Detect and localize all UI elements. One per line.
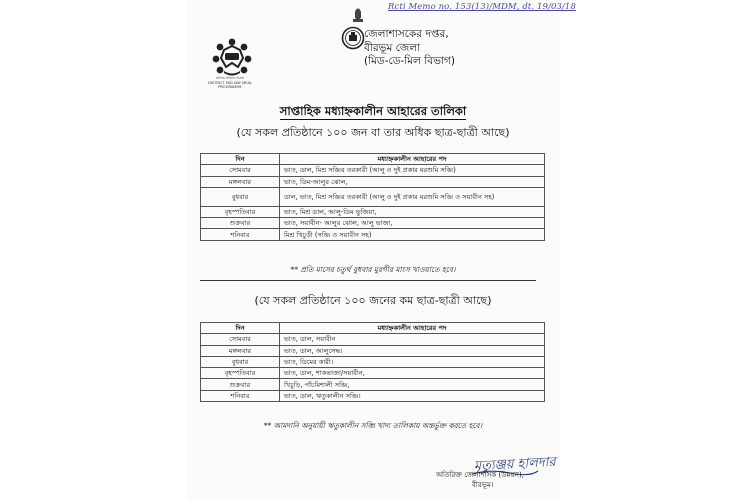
table-row xyxy=(201,334,545,345)
row-day: বুধবার xyxy=(201,356,280,367)
table-row xyxy=(201,176,545,187)
section2-note: ** আমদানি অনুযায়ী ঋতুকালীন সব্জি খাদ্য তালিকায় অন্তর্ভুক্ত করতে হবে। xyxy=(263,421,483,430)
section1-subtitle: (যে সকল প্রতিষ্ঠানে ১০০ জন বা তার অধিক ছাত্র-ছাত্রী আছে) xyxy=(236,126,510,139)
menu-table-less-than-100 xyxy=(200,322,545,402)
row-menu: ভাত, ডাল, সয়াবীন xyxy=(280,334,545,345)
row-day: শনিবার xyxy=(201,229,280,240)
section-divider xyxy=(200,280,536,281)
row-menu: ভাত, ডিম-আলুর ঝোল, xyxy=(280,176,545,187)
header-menu: মধ্যাহ্নকালীন আহারের পদ xyxy=(280,154,545,165)
table-row xyxy=(201,206,545,217)
row-day: সোমবার xyxy=(201,165,280,176)
office-district: বীরভূম জেলা xyxy=(364,41,421,54)
memo-reference xyxy=(388,2,576,12)
row-day: বুধবার xyxy=(201,187,280,206)
row-day: সোমবার xyxy=(201,334,280,345)
table-row xyxy=(201,356,545,367)
header-menu: মধ্যাহ্নকালীন আহারের পদ xyxy=(280,323,545,334)
office-header xyxy=(364,28,514,69)
row-day: মঙ্গলবার xyxy=(201,176,280,187)
state-emblem-icon xyxy=(351,8,365,24)
table-row xyxy=(201,345,545,356)
row-menu: ডাল, ভাত, মিশ্র সব্জির তরকারী (আলু ও দুই প্রকার মরশুমি সব্জি ও সয়াবীন সহ) xyxy=(280,187,545,206)
row-menu: ভাত, ডাল, মিশ্র সব্জির তরকারী (আলু ও দুই প্রকার মরশুমি সব্জি) xyxy=(280,165,545,176)
row-menu: ভাত, ডাল, শাকভাজা/সয়াবীন, xyxy=(280,368,545,379)
header-day: দিন xyxy=(201,323,280,334)
table-row xyxy=(201,165,545,176)
row-day: বৃহস্পতিবার xyxy=(201,206,280,217)
table-row xyxy=(201,187,545,206)
row-menu: ভাত, ডাল, আলুসেদ্ধ। xyxy=(280,345,545,356)
row-menu: ভাত, ডাল, ঋতুকালীন সব্জি। xyxy=(280,390,545,401)
logo-caption xyxy=(200,76,260,90)
logo-caption-english: DISTRICT MID DAY MEAL PROGRAMME xyxy=(208,80,252,89)
table-header-row xyxy=(201,323,545,334)
row-menu: মিশ্র খিচুড়ী (সব্জি ও সয়াবীন সহ) xyxy=(280,229,545,240)
table-header-row xyxy=(201,154,545,165)
memo-text: Rcti Memo no. 153(13)/MDM, dt. 19/03/18 xyxy=(388,2,576,12)
row-day: শনিবার xyxy=(201,390,280,401)
table-row xyxy=(201,379,545,390)
section2-subtitle: (যে সকল প্রতিষ্ঠানে ১০০ জনের কম ছাত্র-ছাত্রী আছে) xyxy=(254,294,492,307)
row-menu: খিচুড়ি, পাঁচমিশালী সব্জি, xyxy=(280,379,545,390)
signatory-place: বীরভূম। xyxy=(472,481,494,489)
signature: মৃত্যুঞ্জয় হালদার xyxy=(473,454,556,475)
office-department: (মিড-ডে-মিল বিভাগ) xyxy=(364,55,455,68)
signatory-designation: অতিরিক্ত জেলাশাসক (উন্নয়ন), xyxy=(436,471,524,479)
office-name: জেলাশাসকের দপ্তর, xyxy=(364,28,449,40)
document-title-text: সাপ্তাহিক মধ্যাহ্নকালীন আহারের তালিকা xyxy=(279,104,467,118)
row-day: মঙ্গলবার xyxy=(201,345,280,356)
header-day: দিন xyxy=(201,154,280,165)
table-row xyxy=(201,229,545,240)
row-day: শুক্রবার xyxy=(201,218,280,229)
row-day: শুক্রবার xyxy=(201,379,280,390)
table-row xyxy=(201,218,545,229)
row-menu: ভাত, ডিমের কারী। xyxy=(280,356,545,367)
document-title xyxy=(188,103,558,122)
table-row xyxy=(201,368,545,379)
logo-caption-bengali: মধ্যাহ্ন আহার প্রকল্প xyxy=(216,76,244,80)
signatory-block xyxy=(436,470,556,490)
section1-note: ** প্রতি মাসের চতুর্থ বুধবার মুরগীর মাংস খাওয়াতে হবে। xyxy=(290,265,456,274)
row-menu: ভাত, মিশ্র ডাল, আলু-ডিম ভুজিয়া, xyxy=(280,206,545,217)
row-day: বৃহস্পতিবার xyxy=(201,368,280,379)
menu-table-100-or-more xyxy=(200,153,545,241)
row-menu: ভাত, সয়াবীন- আলুর ঝোল, আলু ভাজা, xyxy=(280,218,545,229)
table-row xyxy=(201,390,545,401)
seal-icon xyxy=(341,26,365,50)
